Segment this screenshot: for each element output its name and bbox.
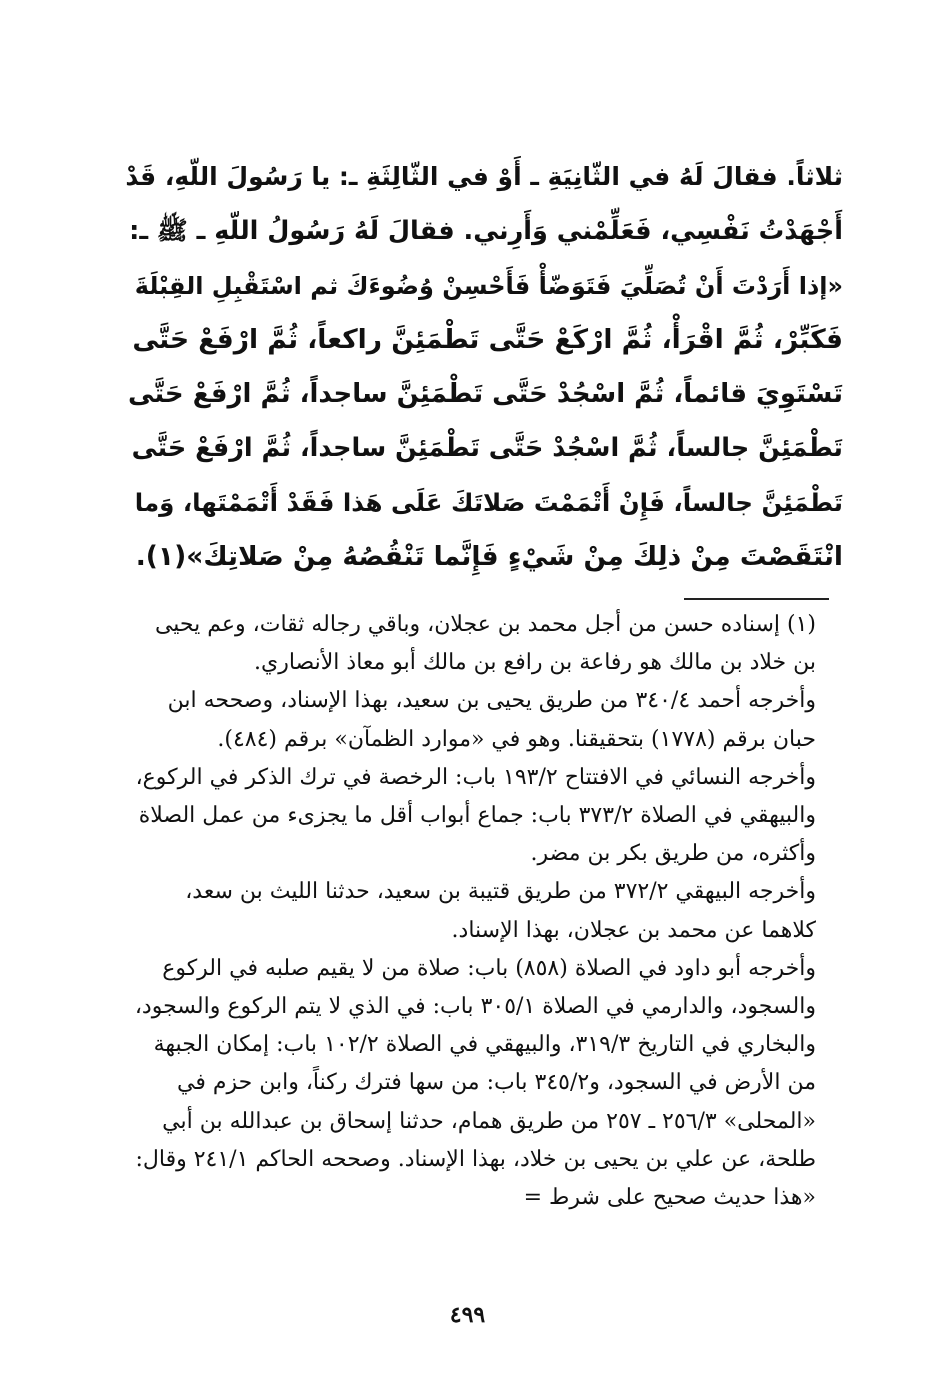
- footnote-separator: [684, 598, 829, 600]
- text-line: تَطْمَئِنَّ جالساً، ثُمَّ اسْجُدْ حَتَّى تَطْمَئِنَّ ساجداً، ثُمَّ ارْفَعْ حَتَّى: [131, 433, 843, 464]
- text-line: تَطْمَئِنَّ جالساً، فَإِنْ أَتْمَمْتَ صَلاتَكَ عَلَى هَذا فَقَدْ أَتْمَمْتَها، وَما: [134, 487, 843, 517]
- text-line: ثلاثاً. فقالَ لَهُ في الثّانِيَةِ ـ أَوْ في الثّالِثَةِ ـ: يا رَسُولَ اللّهِ، قَدْ: [125, 162, 843, 191]
- text-line: فَكَبِّرْ، ثُمَّ اقْرَأْ، ثُمَّ ارْكَعْ حَتَّى تَطْمَئِنَّ راكعاً، ثُمَّ ارْفَعْ حَتَّى: [132, 323, 843, 355]
- footnote-paragraph: وأخرجه أحمد ٣٤٠/٤ من طريق يحيى بن سعيد، بهذا الإسناد، وصححه ابن حبان برقم (١٧٧٨) بتحقيقنا. وهو في «موارد الظمآن» برقم (٤٨٤).: [167, 688, 816, 752]
- text-line: «إذا أَرَدْتَ أَنْ تُصَلِّيَ فَتَوَضّأْ فَأَحْسِنْ وُضُوءَكَ ثم اسْتَقْبِلِ القِبْلَةَ: [134, 271, 843, 300]
- page-number: ٤٩٩: [449, 1302, 486, 1328]
- text-line: تَسْتَوِيَ قائماً، ثُمَّ اسْجُدْ حَتَّى تَطْمَئِنَّ ساجداً، ثُمَّ ارْفَعْ حَتَّى: [128, 379, 843, 410]
- text-line: انْتَقَصْتَ مِنْ ذلِكَ مِنْ شَيْءٍ فَإِنَّما تَنْقُصُهُ مِنْ صَلاتِكَ»(١).: [135, 541, 843, 573]
- footnote-paragraph: وأخرجه النسائي في الافتتاح ١٩٣/٢ باب: الرخصة في ترك الذكر في الركوع، والبيهقي في الصلاة ٣٧٣/٢ باب: جماع أبواب أقل ما يجزىء من عمل الصلاة وأكثره، من طريق بكر بن مضر.: [135, 764, 816, 867]
- hadith-text: [125, 150, 843, 584]
- footnote-paragraph: وأخرجه البيهقي ٣٧٢/٢ من طريق قتيبة بن سعيد، حدثنا الليث بن سعد، كلاهما عن محمد بن عجلان، بهذا الإسناد.: [185, 879, 816, 943]
- text-line: أَجْهَدْتُ نَفْسِي، فَعَلِّمْني وَأَرِني. فقالَ لَهُ رَسُولُ اللّهِ ـ ﷺ ـ:: [129, 216, 843, 247]
- footnotes: [128, 606, 842, 1217]
- footnote-paragraph: وأخرجه أبو داود في الصلاة (٨٥٨) باب: صلاة من لا يقيم صلبه في الركوع والسجود، والدارمي في الصلاة ٣٠٥/١ باب: في الذي لا يتم الركوع والسجود، والبخاري في التاريخ ٣١٩/٣، والبيهقي في الصلاة ١٠٢/٢ باب: إمكان الجبهة من الأرض في السجود، و٣٤٥/٢ باب: من سها فترك ركناً، وابن حزم في «المحلى» ٢٥٦/٣ ـ ٢٥٧ من طريق همام، حدثنا إسحاق بن عبدالله بن أبي طلحة، عن علي بن يحيى بن خلاد، بهذا الإسناد. وصححه الحاكم ٢٤١/١ وقال: «هذا حديث صحيح على شرط =: [134, 955, 816, 1211]
- footnote-paragraph: (١) إسناده حسن من أجل محمد بن عجلان، وباقي رجاله ثقات، وعم يحيى بن خلاد بن مالك هو رفاعة بن رافع بن مالك أبو معاذ الأنصاري.: [154, 612, 816, 676]
